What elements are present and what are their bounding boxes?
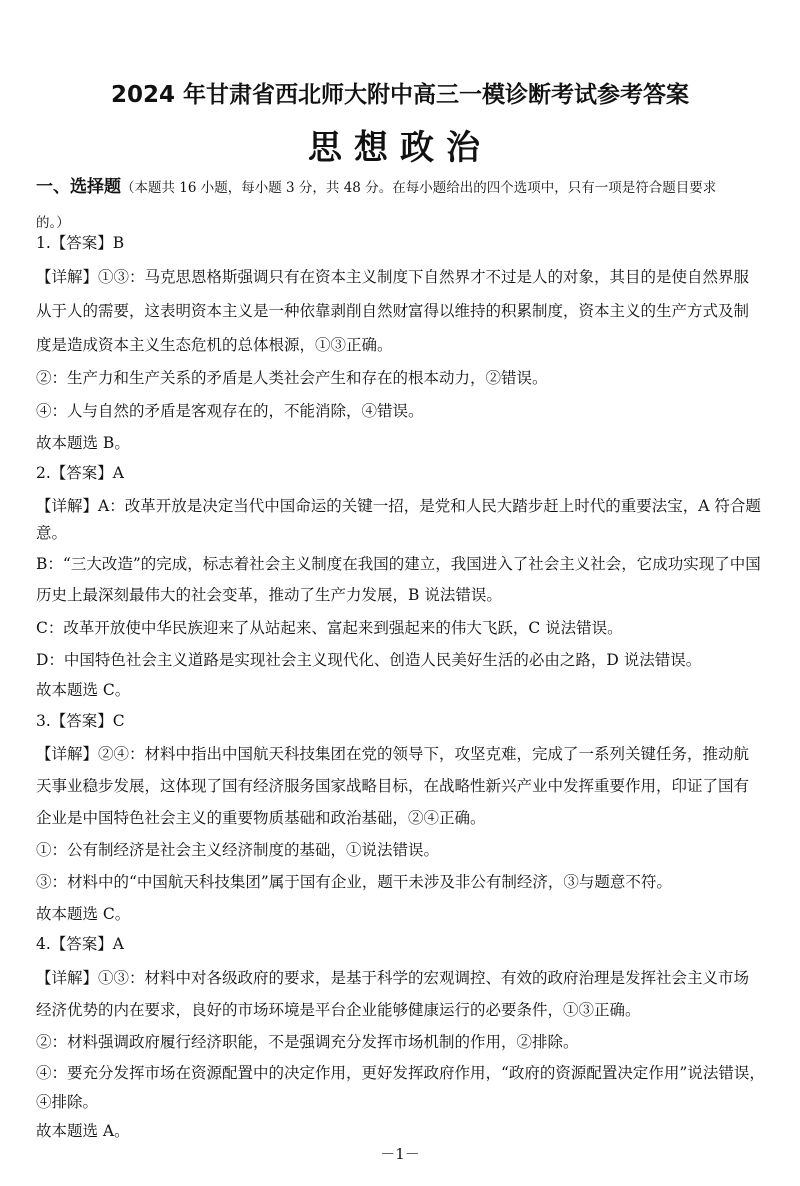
answer-line: 【详解】①③：材料中对各级政府的要求，是基于科学的宏观调控、有效的政府治理是发挥社会主义市场 [36,969,750,987]
answer-line: 【详解】①③：马克思恩格斯强调只有在资本主义制度下自然界才不过是人的对象，其目的是使自然界服 [36,268,750,286]
answer-line: B：“三大改造”的完成，标志着社会主义制度在我国的建立，我国进入了社会主义社会，它成功实现了中国 [36,555,761,573]
answer-line: ④：人与自然的矛盾是客观存在的，不能消除，④错误。 [36,402,424,420]
section-note-cont: 的。） [36,215,70,231]
answer-line: 4.【答案】A [36,935,124,953]
answer-line: 故本题选 C。 [36,681,131,699]
answer-line: ④：要充分发挥市场在资源配置中的决定作用，更好发挥政府作用，“政府的资源配置决定作用”说法错误， [36,1064,765,1082]
answer-line: ①：公有制经济是社会主义经济制度的基础，①说法错误。 [36,841,440,859]
answer-line: C：改革开放使中华民族迎来了从站起来、富起来到强起来的伟大飞跃，C 说法错误。 [36,619,623,637]
answer-line: ②：生产力和生产关系的矛盾是人类社会产生和存在的根本动力，②错误。 [36,369,548,387]
answer-line: 企业是中国特色社会主义的重要物质基础和政治基础，②④正确。 [36,809,486,827]
answer-line: 意。 [36,524,68,542]
answer-line: 【详解】A：改革开放是决定当代中国命运的关键一招，是党和人民大踏步赶上时代的重要法宝，A 符合题 [36,497,761,515]
answer-line: D：中国特色社会主义道路是实现社会主义现代化、创造人民美好生活的必由之路，D 说法错误。 [36,651,702,669]
subject-title: 思想政治 [308,128,492,168]
answer-line: ③：材料中的“中国航天科技集团”属于国有企业，题干未涉及非公有制经济，③与题意不符。 [36,873,672,891]
document-title: 2024 年甘肃省西北师大附中高三一模诊断考试参考答案 [110,82,690,108]
section-title: 一、选择题 [36,177,121,197]
answer-line: 度是造成资本主义生态危机的总体根源，①③正确。 [36,336,393,354]
section-heading [36,170,776,240]
answer-line: 1.【答案】B [36,234,125,252]
answer-line: ④排除。 [36,1093,99,1111]
answer-line: 历史上最深刻最伟大的社会变革，推动了生产力发展，B 说法错误。 [36,586,502,604]
answer-line: 【详解】②④：材料中指出中国航天科技集团在党的领导下，攻坚克难，完成了一系列关键任务，推动航 [36,745,750,763]
answer-line: ②：材料强调政府履行经济职能，不是强调充分发挥市场机制的作用，②排除。 [36,1033,579,1051]
section-note: （本题共 16 小题，每小题 3 分，共 48 分。在每小题给出的四个选项中，只有一项是符合题目要求 [121,180,717,196]
answer-line: 3.【答案】C [36,712,125,730]
answer-line: 天事业稳步发展，这体现了国有经济服务国家战略目标，在战略性新兴产业中发挥重要作用，印证了国有 [36,777,750,795]
page-number: －1－ [380,1145,420,1163]
answer-line: 故本题选 B。 [36,434,130,452]
answer-line: 故本题选 A。 [36,1122,130,1140]
answer-line: 故本题选 C。 [36,905,131,923]
answer-line: 经济优势的内在要求，良好的市场环境是平台企业能够健康运行的必要条件，①③正确。 [36,1001,641,1019]
answer-line: 2.【答案】A [36,464,124,482]
answer-line: 从于人的需要，这表明资本主义是一种依靠剥削自然财富得以维持的积累制度，资本主义的生产方式及制 [36,302,750,320]
